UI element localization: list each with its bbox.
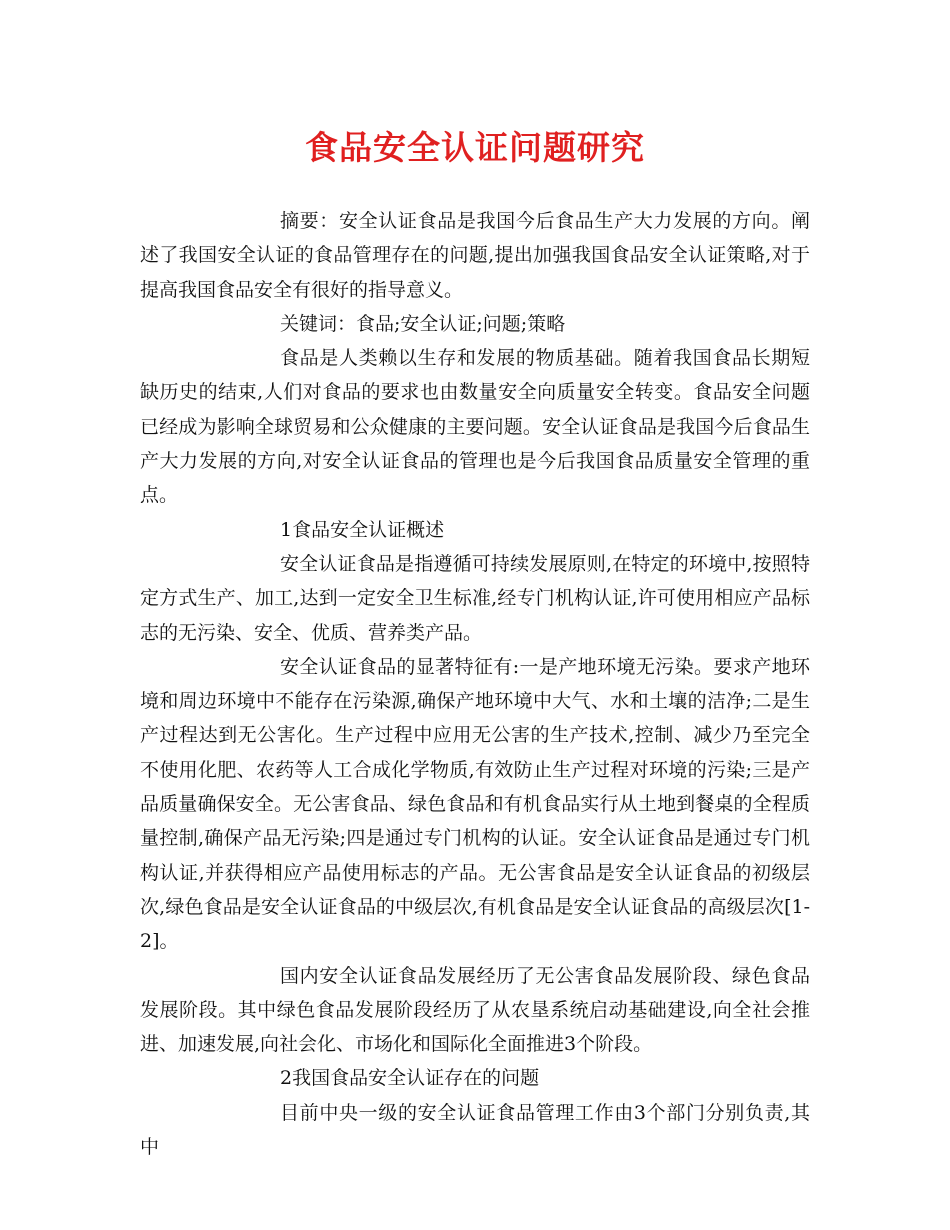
intro-paragraph: 食品是人类赖以生存和发展的物质基础。随着我国食品长期短缺历史的结束,人们对食品的要求也由数量安全向质量安全转变。食品安全问题已经成为影响全球贸易和公众健康的主要问题。安全认证食品是我国今后食品生产大力发展的方向,对安全认证食品的管理也是今后我国食品质量安全管理的重点。 [140,347,810,507]
body-paragraph: 目前中央一级的安全认证食品管理工作由3个部门分别负责,其中 [140,1101,810,1159]
body-paragraph: 安全认证食品是指遵循可持续发展原则,在特定的环境中,按照特定方式生产、加工,达到一定安全卫生标准,经专门机构认证,许可使用相应产品标志的无污染、安全、优质、营养类产品。 [140,552,810,644]
keywords-paragraph: 关键词：食品;安全认证;问题;策略 [280,312,566,335]
section-heading-1: 1食品安全认证概述 [280,518,445,541]
document-title: 食品安全认证问题研究 [305,128,645,167]
abstract-paragraph: 摘要：安全认证食品是我国今后食品生产大力发展的方向。阐述了我国安全认证的食品管理存在的问题,提出加强我国食品安全认证策略,对于提高我国食品安全有很好的指导意义。 [140,210,810,301]
body-paragraph: 国内安全认证食品发展经历了无公害食品发展阶段、绿色食品发展阶段。其中绿色食品发展阶段经历了从农垦系统启动基础建设,向全社会推进、加速发展,向社会化、市场化和国际化全面推进3个阶段。 [140,964,810,1056]
document-body [140,204,810,1164]
body-paragraph: 安全认证食品的显著特征有:一是产地环境无污染。要求产地环境和周边环境中不能存在污染源,确保产地环境中大气、水和土壤的洁净;二是生产过程达到无公害化。生产过程中应用无公害的生产技术,控制、减少乃至完全不使用化肥、农药等人工合成化学物质,有效防止生产过程对环境的污染;三是产品质量确保安全。无公害食品、绿色食品和有机食品实行从土地到餐桌的全程质量控制,确保产品无污染;四是通过专门机构的认证。安全认证食品是通过专门机构认证,并获得相应产品使用标志的产品。无公害食品是安全认证食品的初级层次,绿色食品是安全认证食品的中级层次,有机食品是安全认证食品的高级层次[1-2]。 [140,655,810,953]
section-heading-2: 2我国食品安全认证存在的问题 [280,1067,540,1090]
